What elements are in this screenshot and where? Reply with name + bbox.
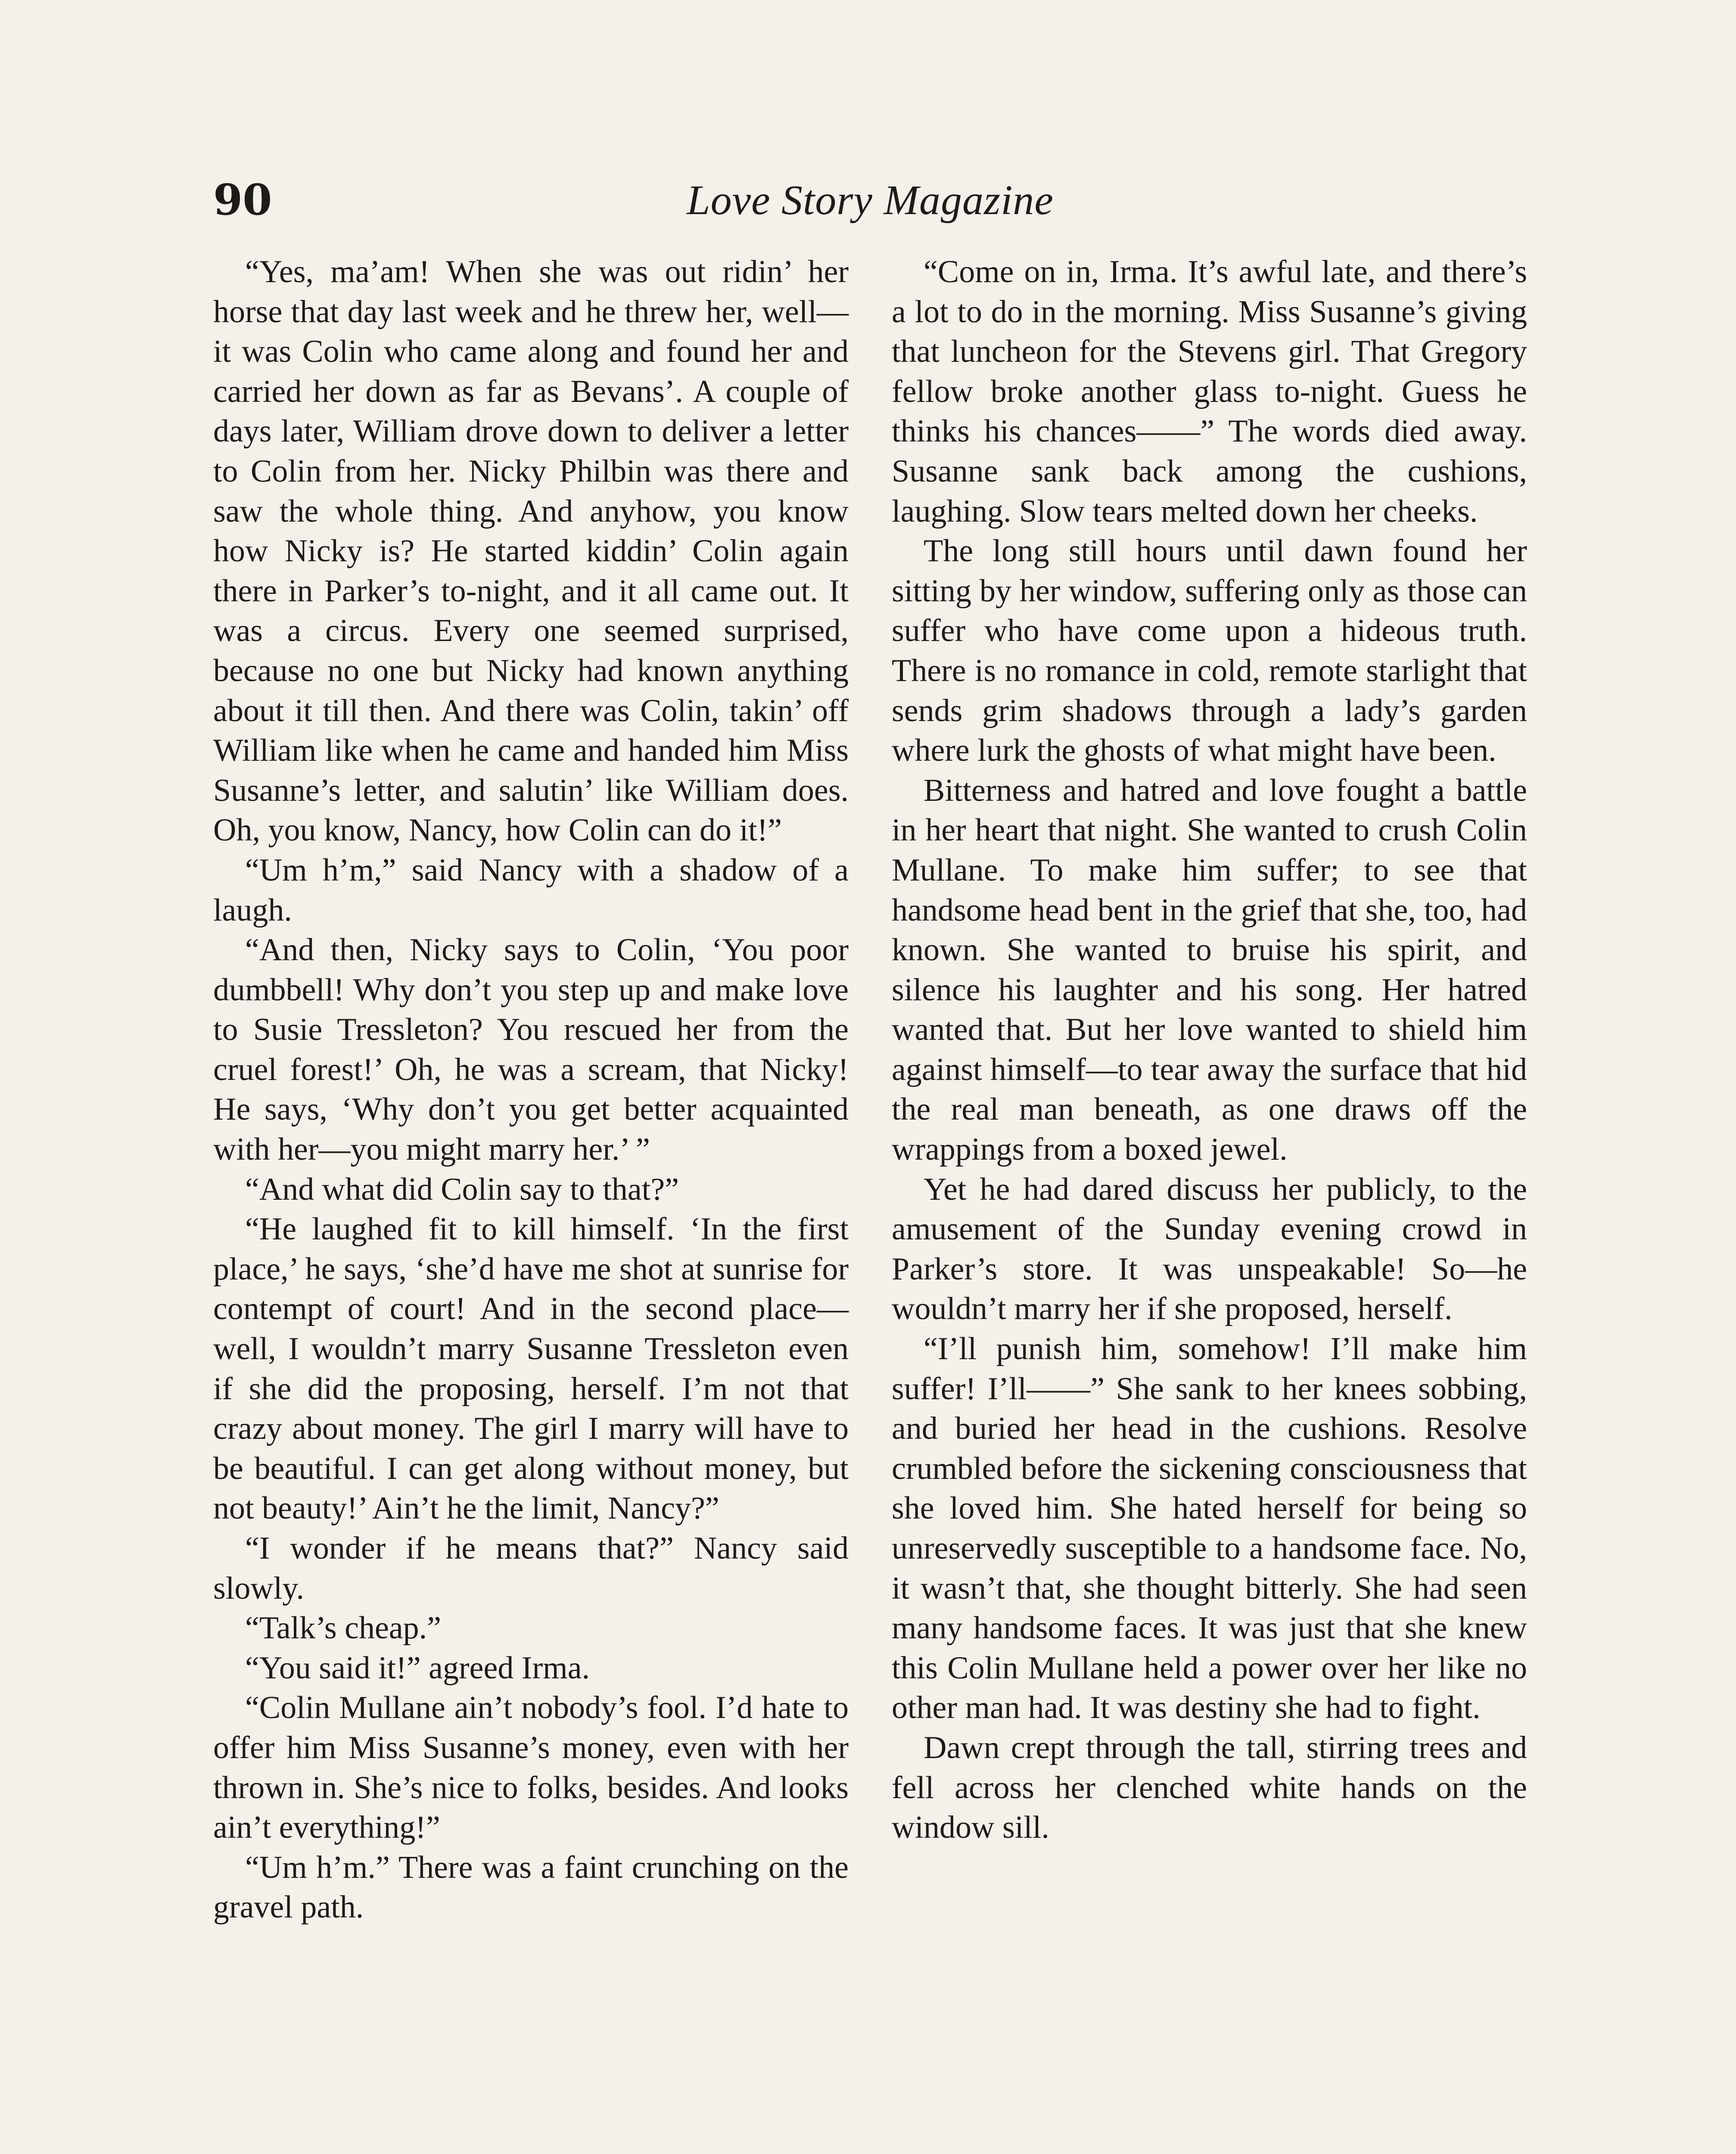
paragraph: “And what did Colin say to that?”: [245, 1171, 679, 1207]
paragraph: “And then, Nicky says to Colin, ‘You poor dumbbell! Why don’t you step up and make love to Susie Tressleton? You rescued her from the cruel forest!’ Oh, he was a scream, that Nicky! He says, ‘Why don’t you get better acquainted with her—you might marry her.’ ”: [213, 932, 849, 1167]
paragraph: “He laughed fit to kill himself. ‘In the first place,’ he says, ‘she’d have me shot at sunrise for contempt of court! And in the second place—well, I wouldn’t marry Susanne Tressleton even if she did the proposing, herself. I’m not that crazy about money. The girl I marry will have to be beautiful. I can get along without money, but not beauty!’ Ain’t he the limit, Nancy?”: [213, 1211, 849, 1526]
page-number: 90: [213, 175, 272, 225]
paragraph: The long still hours until dawn found her sitting by her window, suffering only as those can suffer who have come upon a hideous truth. There is no romance in cold, remote starlight that sends grim shadows through a lady’s garden where lurk the ghosts of what might have been.: [892, 533, 1527, 769]
paragraph: “Um h’m.” There was a faint crunching on the gravel path.: [213, 1849, 849, 1925]
paragraph: “I wonder if he means that?” Nancy said slowly.: [213, 1531, 849, 1606]
paragraph: “Colin Mullane ain’t nobody’s fool. I’d hate to offer him Miss Susanne’s money, even with her thrown in. She’s nice to folks, besides. And looks ain’t everything!”: [213, 1690, 849, 1846]
paragraph: “Come on in, Irma. It’s awful late, and there’s a lot to do in the morning. Miss Susanne’s giving that luncheon for the Stevens girl. That Gregory fellow broke another glass to-night. Guess he thinks his chances——” The words died away. Susanne sank back among the cushions, laughing. Slow tears melted down her cheeks.: [892, 254, 1527, 529]
paragraph: Yet he had dared discuss her publicly, to the amusement of the Sunday evening crowd in Parker’s store. It was unspeakable! So—he wouldn’t marry her if she proposed, herself.: [892, 1171, 1527, 1327]
right-column: [892, 252, 1527, 1848]
paragraph: Bitterness and hatred and love fought a battle in her heart that night. She wanted to crush Colin Mullane. To make him suffer; to see that handsome head bent in the grief that she, too, had known. She wanted to bruise his spirit, and silence his laughter and his song. Her hatred wanted that. But her love wanted to shield him against himself—to tear away the surface that hid the real man beneath, as one draws off the wrappings from a boxed jewel.: [892, 772, 1527, 1167]
paragraph: “Um h’m,” said Nancy with a shadow of a laugh.: [213, 852, 849, 928]
paragraph: “You said it!” agreed Irma.: [245, 1650, 590, 1686]
running-title: Love Story Magazine: [687, 177, 1054, 224]
page-header: [213, 170, 1527, 230]
paragraph: “Talk’s cheap.”: [245, 1610, 442, 1646]
left-column: [213, 252, 849, 1927]
paragraph: Dawn crept through the tall, stirring trees and fell across her clenched white hands on the window sill.: [892, 1730, 1527, 1846]
paragraph: “Yes, ma’am! When she was out ridin’ her horse that day last week and he threw her, well—it was Colin who came along and found her and carried her down as far as Bevans’. A couple of days later, William drove down to deliver a letter to Colin from her. Nicky Philbin was there and saw the whole thing. And anyhow, you know how Nicky is? He started kiddin’ Colin again there in Parker’s to-night, and it all came out. It was a circus. Every one seemed surprised, because no one but Nicky had known anything about it till then. And there was Colin, takin’ off William like when he came and handed him Miss Susanne’s letter, and salutin’ like William does. Oh, you know, Nancy, how Colin can do it!”: [213, 254, 849, 848]
paragraph: “I’ll punish him, somehow! I’ll make him suffer! I’ll——” She sank to her knees sobbing, and buried her head in the cushions. Resolve crumbled before the sickening consciousness that she loved him. She hated herself for being so unreservedly susceptible to a handsome face. No, it wasn’t that, she thought bitterly. She had seen many handsome faces. It was just that she knew this Colin Mullane held a power over her like no other man had. It was destiny she had to fight.: [892, 1331, 1527, 1726]
